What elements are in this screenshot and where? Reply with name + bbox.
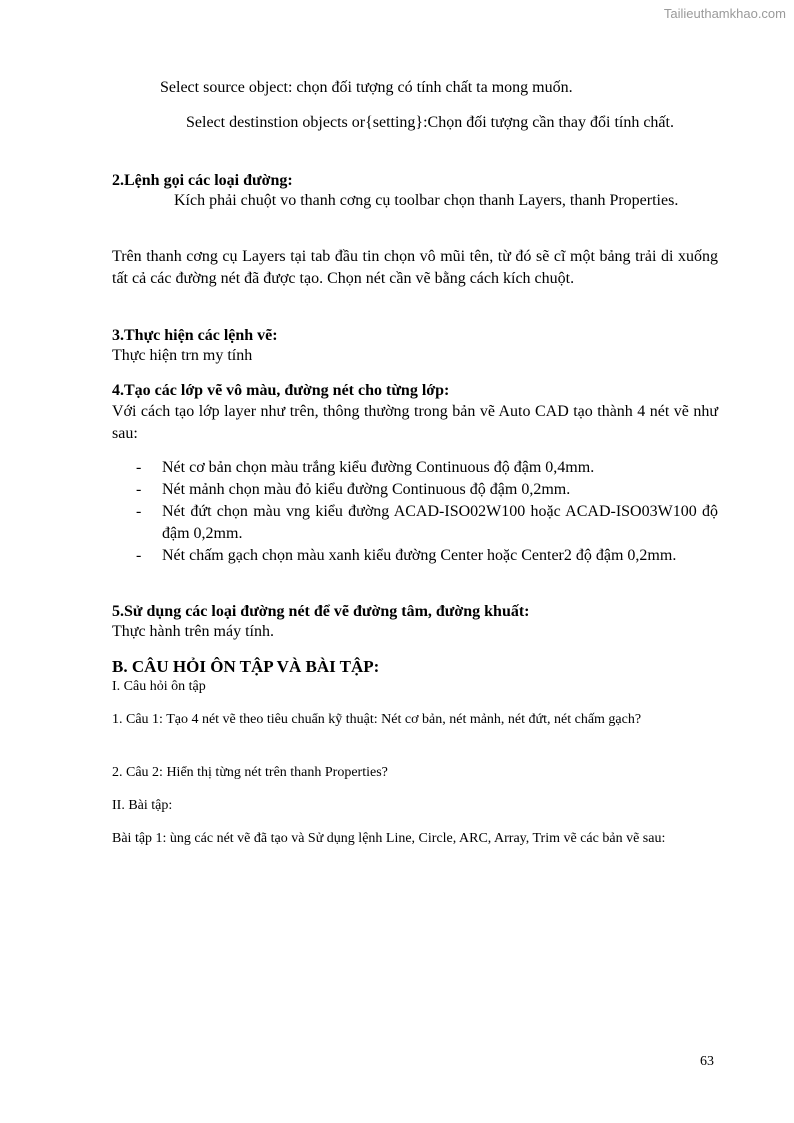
heading-section-5: 5.Sử dụng các loại đường nét để vẽ đường tâm, đường khuất:: [112, 603, 530, 620]
watermark-text: Tailieuthamkhao.com: [663, 6, 786, 21]
list-item: - Nét cơ bản chọn màu trắng kiểu đường Continuous độ đậm 0,4mm.: [136, 459, 595, 476]
page-number: 63: [700, 1054, 714, 1069]
paragraph-section-4: Với cách tạo lớp layer như trên, thông thường trong bản vẽ Auto CAD tạo thành 4 nét vẽ như sau:: [112, 403, 718, 442]
question-1: 1. Câu 1: Tạo 4 nét vẽ theo tiêu chuẩn kỹ thuật: Nét cơ bản, nét mảnh, nét đứt, nét chấm gạch?: [112, 712, 642, 727]
paragraph-select-source: Select source object: chọn đối tượng có tính chất ta mong muốn.: [160, 79, 573, 96]
paragraph-select-destination: Select destinstion objects or{setting}:Chọn đối tượng cần thay đổi tính chất.: [186, 114, 674, 131]
paragraph-section-5: Thực hành trên máy tính.: [112, 623, 274, 640]
questions-title: I. Câu hỏi ôn tập: [112, 679, 206, 694]
heading-section-b: B. CÂU HỎI ÔN TẬP VÀ BÀI TẬP:: [112, 657, 380, 676]
paragraph-section-2a: Kích phải chuột vo thanh cơng cụ toolbar chọn thanh Layers, thanh Properties.: [174, 192, 679, 209]
heading-section-2: 2.Lệnh gọi các loại đường:: [112, 172, 293, 189]
paragraph-section-2b: Trên thanh cơng cụ Layers tại tab đầu tin chọn vô mũi tên, từ đó sẽ cĩ một bảng trải di xuống tất cả các đường nét đã được tạo. Chọn nét cần vẽ bằng cách kích chuột.: [112, 248, 718, 287]
question-2: 2. Câu 2: Hiển thị từng nét trên thanh Properties?: [112, 765, 388, 780]
exercises-title: II. Bài tập:: [112, 798, 173, 813]
exercise-1: Bài tập 1: ùng các nét vẽ đã tạo và Sử dụng lệnh Line, Circle, ARC, Array, Trim vẽ các bản vẽ sau:: [112, 831, 666, 846]
paragraph-section-3: Thực hiện trn my tính: [112, 347, 253, 364]
list-item: - Nét mảnh chọn màu đỏ kiểu đường Continuous độ đậm 0,2mm.: [136, 481, 571, 498]
list-item: - Nét chấm gạch chọn màu xanh kiểu đường Center hoặc Center2 độ đậm 0,2mm.: [136, 547, 677, 564]
heading-section-3: 3.Thực hiện các lệnh vẽ:: [112, 327, 278, 344]
heading-section-4: 4.Tạo các lớp vẽ vô màu, đường nét cho từng lớp:: [112, 382, 450, 399]
bullet-list: [112, 457, 718, 567]
list-item: - Nét đứt chọn màu vng kiểu đường ACAD-ISO02W100 hoặc ACAD-ISO03W100 độ đậm 0,2mm.: [136, 503, 718, 542]
